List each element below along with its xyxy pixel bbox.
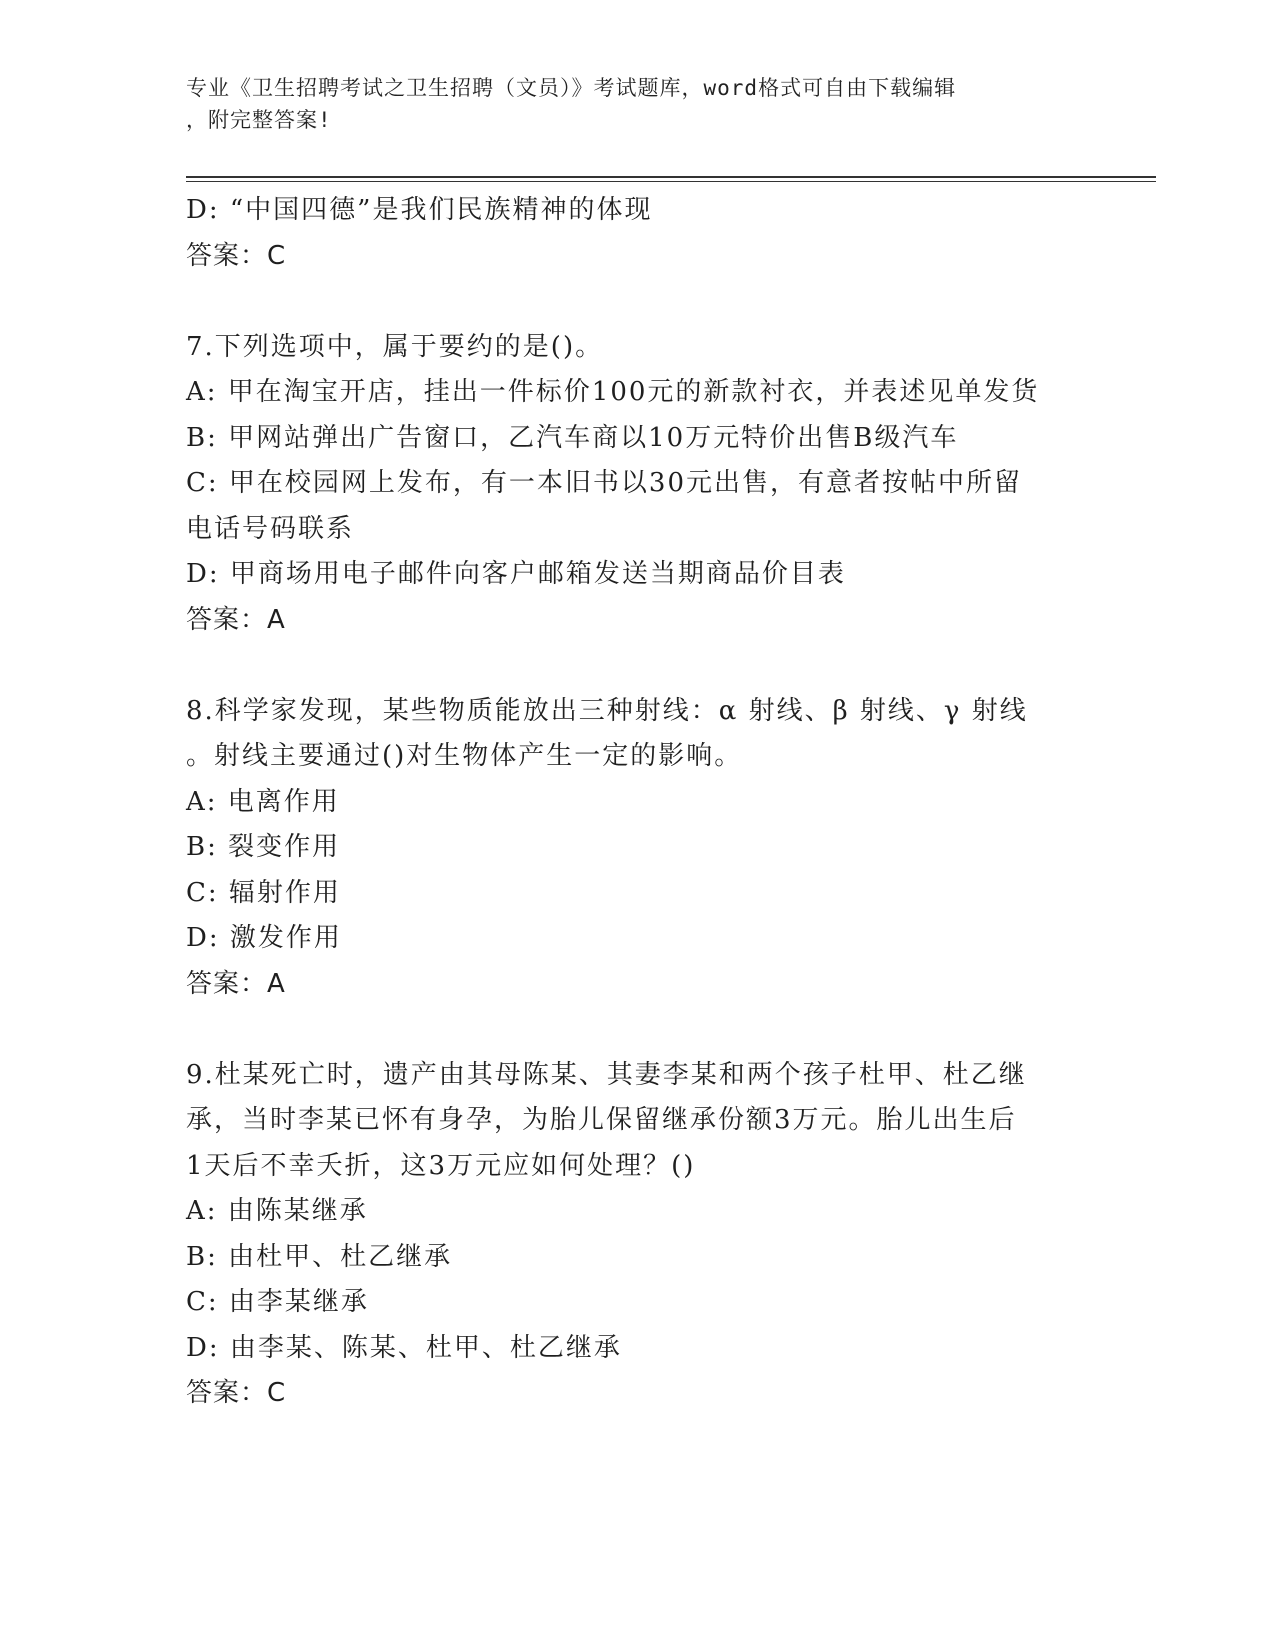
option-b: B: 甲网站弹出广告窗口，乙汽车商以10万元特价出售B级汽车 bbox=[186, 422, 959, 453]
question-stem-continued: 1天后不幸夭折，这3万元应如何处理？() bbox=[186, 1150, 696, 1181]
spacer bbox=[186, 1007, 1086, 1053]
answer-text: 答案：A bbox=[186, 968, 286, 999]
header-divider-thin bbox=[186, 181, 1156, 182]
answer-text: 答案：A bbox=[186, 604, 286, 635]
option-d: D: 甲商场用电子邮件向客户邮箱发送当期商品价目表 bbox=[186, 559, 846, 589]
answer-text: 答案：C bbox=[186, 240, 287, 271]
document-body bbox=[186, 188, 1086, 1417]
option-a: A: 由陈某继承 bbox=[186, 1196, 368, 1226]
question-6-tail bbox=[186, 188, 1086, 279]
question-stem: 9.杜某死亡时，遗产由其母陈某、其妻李某和两个孩子杜甲、杜乙继 bbox=[186, 1059, 1027, 1090]
question-8 bbox=[186, 689, 1086, 1008]
option-d: D: “中国四德”是我们民族精神的体现 bbox=[186, 195, 653, 225]
document-header bbox=[186, 72, 1066, 136]
header-divider bbox=[186, 176, 1156, 178]
option-a: A: 电离作用 bbox=[186, 786, 340, 817]
option-d: D: 由李某、陈某、杜甲、杜乙继承 bbox=[186, 1332, 622, 1363]
question-stem: 8.科学家发现，某些物质能放出三种射线：α 射线、β 射线、γ 射线 bbox=[186, 695, 1028, 726]
question-stem-continued: 。射线主要通过()对生物体产生一定的影响。 bbox=[186, 741, 743, 771]
option-c: C: 辐射作用 bbox=[186, 877, 341, 908]
option-b: B: 由杜甲、杜乙继承 bbox=[186, 1241, 453, 1272]
question-stem: 7.下列选项中，属于要约的是()。 bbox=[186, 331, 604, 362]
option-c-continued: 电话号码联系 bbox=[186, 513, 355, 544]
option-c: C: 甲在校园网上发布，有一本旧书以30元出售，有意者按帖中所留 bbox=[186, 468, 1023, 498]
option-d: D: 激发作用 bbox=[186, 923, 342, 953]
header-subtitle: ，附完整答案! bbox=[186, 108, 332, 132]
option-a: A: 甲在淘宝开店，挂出一件标价100元的新款衬衣，并表述见单发货 bbox=[186, 377, 1040, 407]
spacer bbox=[186, 279, 1086, 325]
option-c: C: 由李某继承 bbox=[186, 1287, 369, 1317]
header-title: 专业《卫生招聘考试之卫生招聘（文员）》考试题库，word格式可自由下载编辑 bbox=[186, 76, 957, 100]
question-7 bbox=[186, 325, 1086, 644]
answer-text: 答案：C bbox=[186, 1378, 287, 1408]
question-stem-continued: 承，当时李某已怀有身孕，为胎儿保留继承份额3万元。胎儿出生后 bbox=[186, 1105, 1017, 1135]
question-9 bbox=[186, 1053, 1086, 1417]
option-b: B: 裂变作用 bbox=[186, 832, 341, 862]
spacer bbox=[186, 643, 1086, 689]
